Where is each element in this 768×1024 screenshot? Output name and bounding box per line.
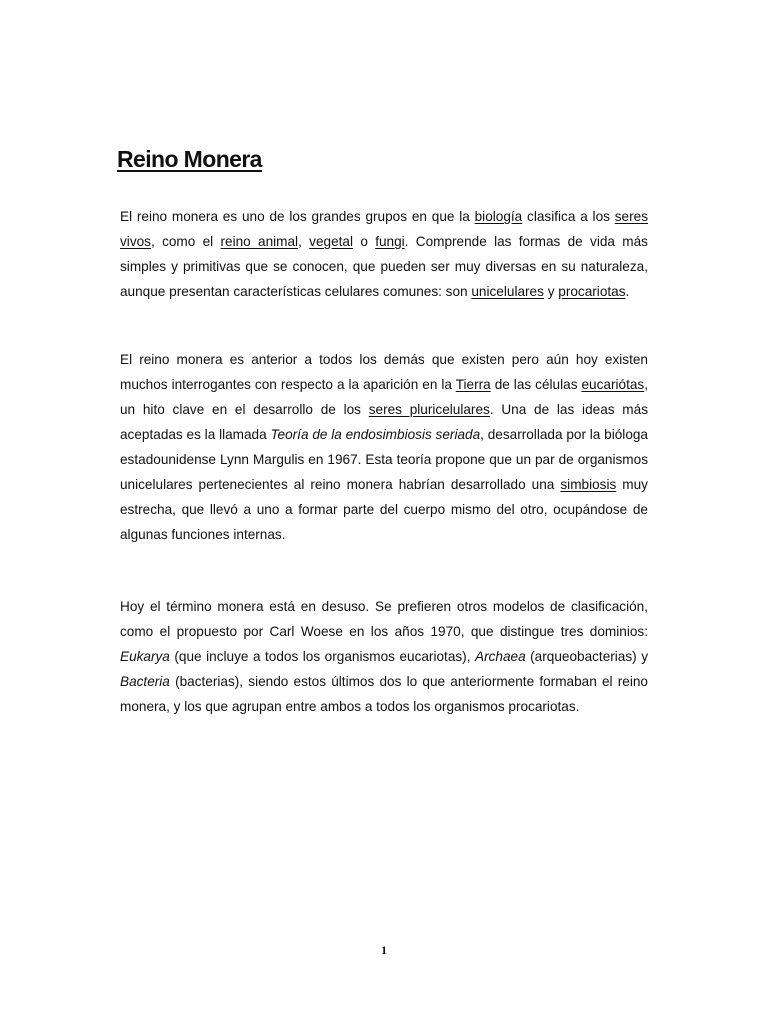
italic-term: Teoría de la endosimbiosis seriada bbox=[270, 427, 481, 442]
link-unicelulares[interactable]: unicelulares bbox=[471, 284, 544, 299]
text-run: , como el bbox=[150, 234, 221, 249]
text-run: muy estrecha, que llevó a uno a formar parte del cuerpo mismo del otro, ocupándose de algunas funciones internas. bbox=[120, 477, 648, 542]
link-fungi[interactable]: fungi bbox=[375, 234, 405, 249]
text-run: (arqueobacterias) y bbox=[525, 649, 649, 664]
text-run: . Comprende las formas de vida más simples y primitivas que se conocen, que pueden ser muy diversas en su naturaleza, aunque presentan características celulares comunes: son bbox=[120, 234, 648, 299]
text-run: El reino monera es uno de los grandes grupos en que la bbox=[120, 209, 475, 224]
link-vegetal[interactable]: vegetal bbox=[309, 234, 354, 249]
text-run: El reino monera es anterior a todos los demás que existen pero aún hoy existen muchos interrogantes con respecto a la aparición en la bbox=[120, 352, 648, 392]
text-run: . bbox=[625, 284, 630, 299]
text-run: , un hito clave en el desarrollo de los bbox=[120, 377, 648, 417]
text-run: clasifica a los bbox=[522, 209, 615, 224]
link-seres-vivos[interactable]: seres vivos bbox=[120, 209, 648, 249]
page-number: 1 bbox=[381, 943, 387, 957]
italic-term-bacteria: Bacteria bbox=[120, 674, 170, 689]
text-run: Hoy el término monera está en desuso. Se prefieren otros modelos de clasificación, como el propuesto por Carl Woese en los años 1970, que distingue tres dominios: bbox=[120, 599, 648, 639]
text-run: de las células bbox=[490, 377, 582, 392]
link-procariotas[interactable]: procariotas bbox=[558, 284, 626, 299]
link-reino-animal[interactable]: reino animal bbox=[220, 234, 299, 249]
link-tierra[interactable]: Tierra bbox=[455, 377, 491, 392]
paragraph-1 bbox=[120, 204, 648, 304]
link-seres-pluricelulares[interactable]: seres pluricelulares bbox=[368, 402, 490, 417]
link-biologia[interactable]: biología bbox=[474, 209, 523, 224]
text-run: o bbox=[353, 234, 376, 249]
text-run: (que incluye a todos los organismos eucariotas), bbox=[169, 649, 475, 664]
text-run: . Una de las ideas más aceptadas es la llamada bbox=[120, 402, 648, 442]
italic-term-archaea: Archaea bbox=[475, 649, 526, 664]
text-run: , desarrollada por la bióloga estadounidense Lynn Margulis en 1967. Esta teoría propone que un par de organismos unicelulares pertenecientes al reino monera habrían desarrollado una bbox=[120, 427, 648, 492]
text-run: , bbox=[298, 234, 310, 249]
paragraph-3 bbox=[120, 594, 648, 719]
text-run: y bbox=[543, 284, 559, 299]
paragraph-2 bbox=[120, 347, 648, 547]
italic-term-eukarya: Eukarya bbox=[120, 649, 170, 664]
text-run: (bacterias), siendo estos últimos dos lo que anteriormente formaban el reino monera, y los que agrupan entre ambos a todos los organismos procariotas. bbox=[120, 674, 648, 714]
document-title: Reino Monera bbox=[117, 146, 262, 172]
link-simbiosis[interactable]: simbiosis bbox=[560, 477, 617, 492]
link-eucariotas[interactable]: eucariótas bbox=[581, 377, 645, 392]
